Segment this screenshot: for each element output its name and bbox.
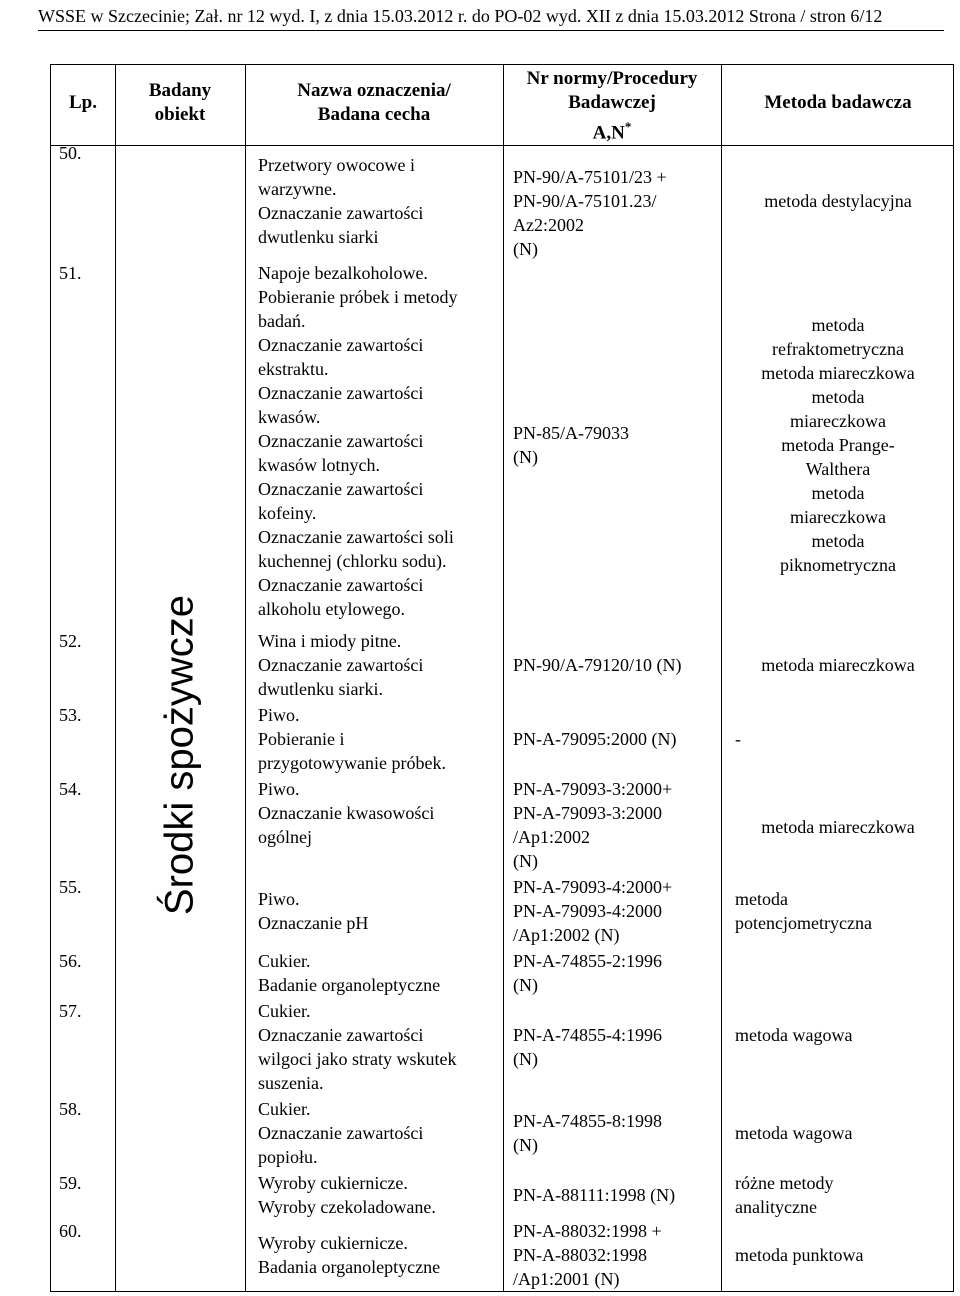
row-norm: PN-A-74855-8:1998 (N) (513, 1111, 662, 1155)
row-method: metoda destylacyjna (764, 191, 912, 211)
row-method: metoda potencjometryczna (735, 889, 872, 933)
row-method: metoda wagowa (735, 1123, 853, 1143)
column-divider (721, 65, 722, 1291)
column-divider (245, 65, 246, 1291)
row-method: metoda miareczkowa (761, 817, 915, 837)
row-lp: 54. (59, 779, 82, 799)
row-name: Przetwory owocowe i warzywne. Oznaczanie zawartości dwutlenku siarki (258, 155, 424, 247)
row-norm: PN-A-74855-2:1996 (N) (513, 951, 662, 995)
row-norm: PN-90/A-79120/10 (N) (513, 655, 682, 675)
header-metoda: Metoda badawcza (764, 92, 912, 113)
row-norm: PN-A-74855-4:1996 (N) (513, 1025, 662, 1069)
row-norm: PN-A-88111:1998 (N) (513, 1185, 676, 1205)
header-norma: Nr normy/Procedury Badawczej A,N* (526, 68, 698, 144)
page-header (0, 0, 960, 36)
row-method: różne metody analityczne (735, 1173, 834, 1217)
row-name: Piwo. Pobieranie i przygotowywanie próbek. (258, 705, 446, 773)
header-row-divider (51, 145, 953, 146)
category-cell (115, 225, 245, 1285)
row-name: Piwo. Oznaczanie kwasowości ogólnej (258, 779, 435, 847)
row-method: metoda wagowa (735, 1025, 853, 1045)
row-lp: 58. (59, 1099, 82, 1119)
row-name: Cukier. Oznaczanie zawartości popiołu. (258, 1099, 424, 1167)
row-name: Cukier. Badanie organoleptyczne (258, 951, 441, 995)
row-method: metoda refraktometryczna metoda miareczkowa metoda miareczkowa metoda Prange- Walthera metoda miareczkowa metoda piknometryczna (761, 315, 915, 575)
row-norm: PN-A-79095:2000 (N) (513, 729, 677, 749)
row-norm: PN-A-79093-3:2000+ PN-A-79093-3:2000 /Ap1:2002 (N) (513, 779, 673, 871)
row-lp: 56. (59, 951, 82, 971)
row-lp: 55. (59, 877, 82, 897)
row-name: Wyroby cukiernicze. Wyroby czekoladowane. (258, 1173, 436, 1217)
row-lp: 51. (59, 263, 82, 283)
row-method: metoda punktowa (735, 1245, 864, 1265)
methods-table (50, 64, 954, 1292)
row-name: Napoje bezalkoholowe. Pobieranie próbek i metody badań. Oznaczanie zawartości ekstraktu. Oznaczanie zawartości kwasów. Oznaczanie zawartości kwasów lotnych. Oznaczanie zawartości kofeiny. Oznaczanie zawartości soli kuchennej (chlorku sodu). Oznaczanie zawartości alkoholu etylowego. (258, 263, 458, 619)
header-nazwa: Nazwa oznaczenia/ Badana cecha (297, 80, 451, 125)
row-lp: 53. (59, 705, 82, 725)
row-lp: 52. (59, 631, 82, 651)
footnote-marker: * (624, 119, 632, 134)
category-label: Środki spożywcze (157, 594, 202, 916)
column-divider (503, 65, 504, 1291)
row-name: Wina i miody pitne. Oznaczanie zawartości dwutlenku siarki. (258, 631, 424, 699)
header-divider (38, 30, 944, 31)
header-obiekt: Badany obiekt (148, 80, 212, 125)
row-lp: 59. (59, 1173, 82, 1193)
header-text: WSSE w Szczecinie; Zał. nr 12 wyd. I, z dnia 15.03.2012 r. do PO-02 wyd. XII z dnia 15.03.2012 Strona / stron 6/12 (38, 6, 883, 26)
row-norm: PN-90/A-75101/23 + PN-90/A-75101.23/ Az2:2002 (N) (513, 167, 667, 259)
row-norm: PN-85/A-79033 (N) (513, 423, 629, 467)
row-lp: 60. (59, 1221, 82, 1241)
row-name: Piwo. Oznaczanie pH (258, 889, 369, 933)
row-method: metoda miareczkowa (761, 655, 915, 675)
row-lp: 57. (59, 1001, 82, 1021)
row-name: Cukier. Oznaczanie zawartości wilgoci jako straty wskutek suszenia. (258, 1001, 457, 1093)
row-norm: PN-A-79093-4:2000+ PN-A-79093-4:2000 /Ap1:2002 (N) (513, 877, 673, 945)
header-lp: Lp. (69, 92, 97, 113)
row-lp: 50. (59, 143, 82, 163)
row-norm: PN-A-88032:1998 + PN-A-88032:1998 /Ap1:2001 (N) (513, 1221, 662, 1289)
row-method: - (735, 729, 741, 749)
row-name: Wyroby cukiernicze. Badania organoleptyczne (258, 1233, 441, 1277)
